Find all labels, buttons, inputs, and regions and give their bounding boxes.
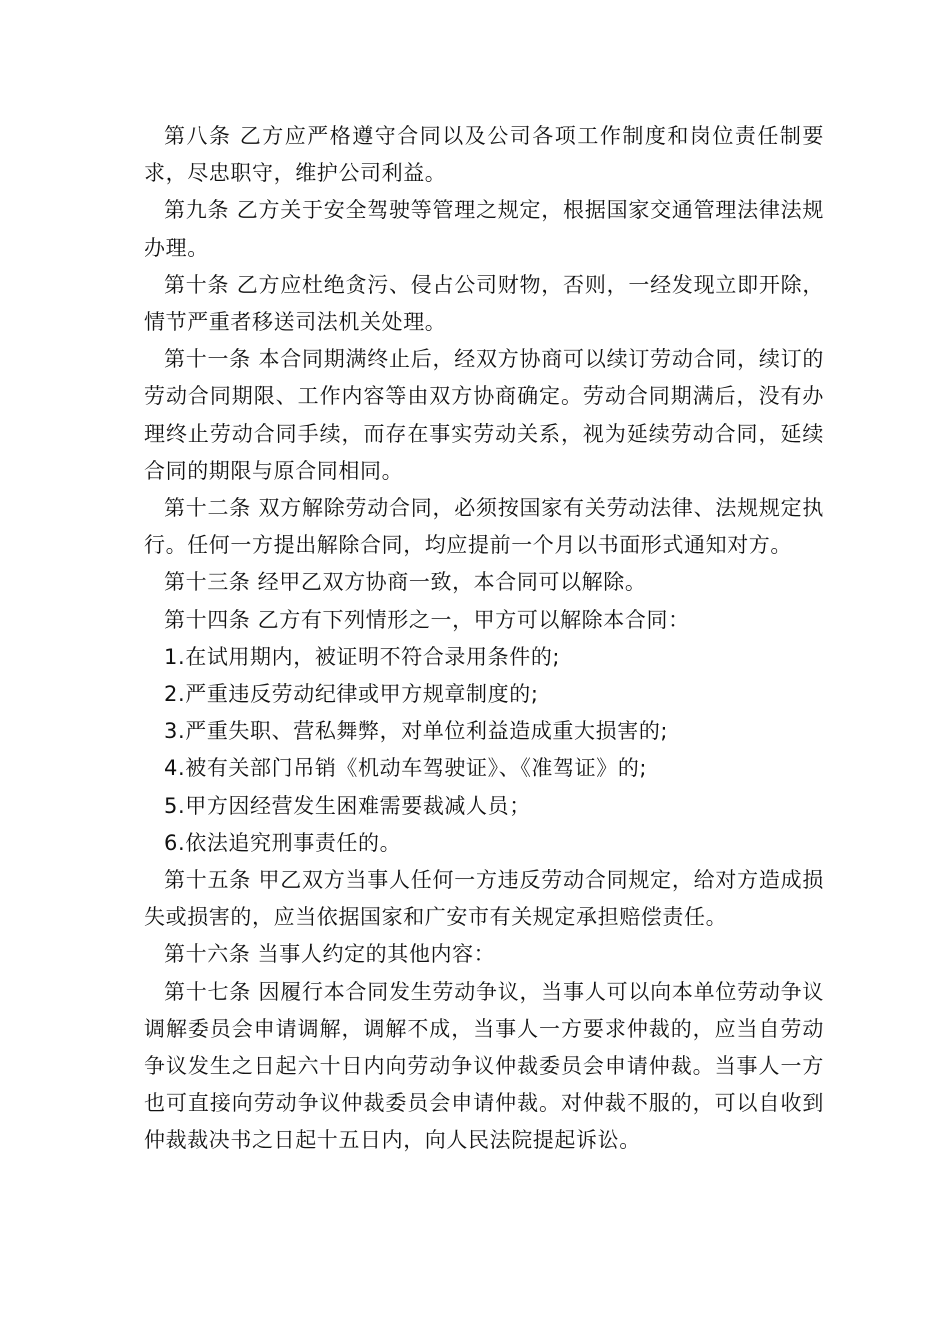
list-item-3: 3.严重失职、营私舞弊，对单位利益造成重大损害的; [164, 719, 669, 744]
article-14: 第十四条 乙方有下列情形之一，甲方可以解除本合同： [164, 607, 690, 632]
list-item-2: 2.严重违反劳动纪律或甲方规章制度的; [164, 682, 539, 707]
article-10: 第十条 乙方应杜绝贪污、侵占公司财物，否则，一经发现立即开除，情节严重者移送司法机关处理。 [144, 272, 824, 335]
list-item-6: 6.依法追究刑事责任的。 [164, 830, 402, 855]
article-12: 第十二条 双方解除劳动合同，必须按国家有关劳动法律、法规规定执行。任何一方提出解除合同，均应提前一个月以书面形式通知对方。 [144, 496, 824, 558]
document-body [144, 118, 824, 1160]
article-15: 第十五条 甲乙双方当事人任何一方违反劳动合同规定，给对方造成损失或损害的，应当依据国家和广安市有关规定承担赔偿责任。 [144, 868, 824, 930]
article-13: 第十三条 经甲乙双方协商一致，本合同可以解除。 [164, 570, 647, 595]
article-9: 第九条 乙方关于安全驾驶等管理之规定，根据国家交通管理法律法规办理。 [144, 198, 824, 260]
list-item-5: 5.甲方因经营发生困难需要裁减人员； [164, 793, 531, 818]
list-item-4: 4.被有关部门吊销《机动车驾驶证》、《准驾证》的; [164, 756, 648, 781]
article-16: 第十六条 当事人约定的其他内容： [164, 942, 496, 967]
list-item-1: 1.在试用期内，被证明不符合录用条件的; [164, 644, 561, 669]
article-17: 第十七条 因履行本合同发生劳动争议，当事人可以向本单位劳动争议调解委员会申请调解，调解不成，当事人一方要求仲裁的，应当自劳动争议发生之日起六十日内向劳动争议仲裁委员会申请仲裁。当事人一方也可直接向劳动争议仲裁委员会申请仲裁。对仲裁不服的，可以自收到仲裁裁决书之日起十五日内，向人民法院提起诉讼。 [144, 979, 824, 1153]
article-8: 第八条 乙方应严格遵守合同以及公司各项工作制度和岗位责任制要求，尽忠职守，维护公司利益。 [144, 124, 824, 186]
article-11: 第十一条 本合同期满终止后，经双方协商可以续订劳动合同，续订的劳动合同期限、工作内容等由双方协商确定。劳动合同期满后，没有办理终止劳动合同手续，而存在事实劳动关系，视为延续劳动合同，延续合同的期限与原合同相同。 [144, 347, 824, 483]
